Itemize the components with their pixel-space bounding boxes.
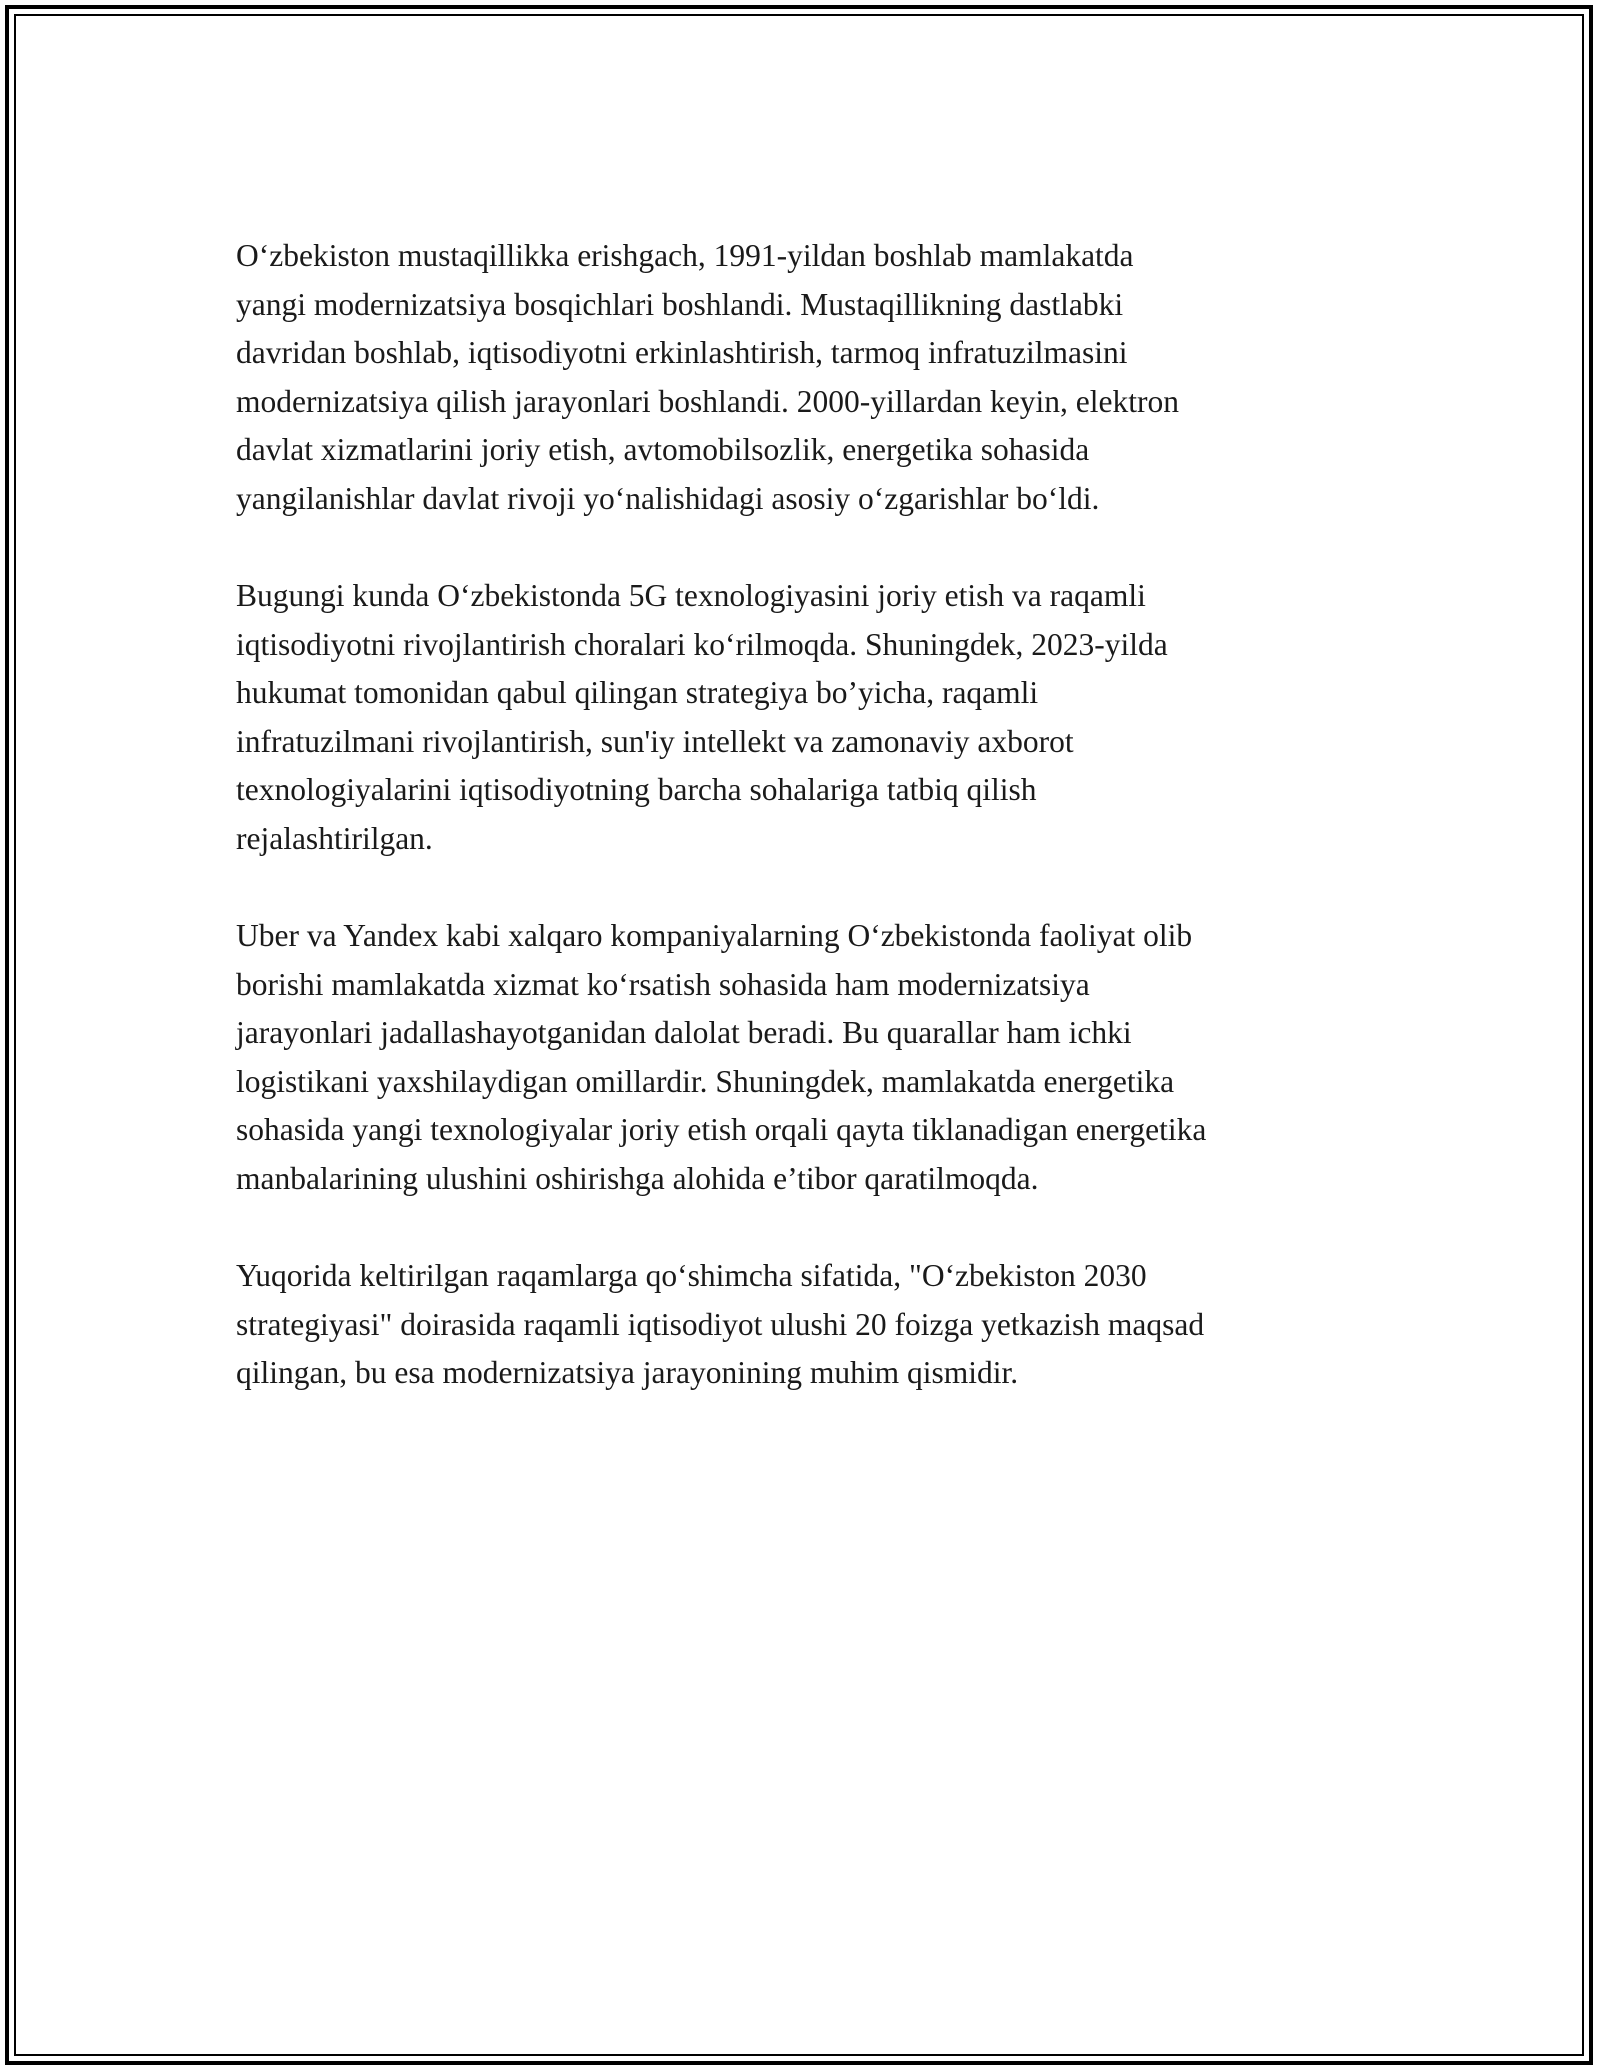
text-line: qilingan, bu esa modernizatsiya jarayonining muhim qismidir. <box>236 1355 1019 1390</box>
text-line: rejalashtirilgan. <box>236 820 433 856</box>
text-line: iqtisodiyotni rivojlantirish choralari ko‘rilmoqda. Shuningdek, 2023-yilda <box>236 626 1168 662</box>
text-line: Uber va Yandex kabi xalqaro kompaniyalarning O‘zbekistonda faoliyat olib <box>236 918 1193 953</box>
text-line: modernizatsiya qilish jarayonlari boshlandi. 2000-yillardan keyin, elektron <box>236 383 1180 419</box>
text-line: sohasida yangi texnologiyalar joriy etish orqali qayta tiklanadigan energetika <box>236 1112 1207 1147</box>
paragraph-digital-economy <box>236 572 1376 863</box>
paragraph-international-companies <box>236 912 1376 1203</box>
text-line: yangilanishlar davlat rivoji yo‘nalishidagi asosiy o‘zgarishlar bo‘ldi. <box>236 480 1100 516</box>
text-line: borishi mamlakatda xizmat ko‘rsatish sohasida ham modernizatsiya <box>236 966 1090 1002</box>
text-line: manbalarining ulushini oshirishga alohida e’tibor qaratilmoqda. <box>236 1160 1039 1196</box>
text-line: infratuzilmani rivojlantirish, sun'iy intellekt va zamonaviy axborot <box>236 723 1074 759</box>
text-line: Bugungi kunda O‘zbekistonda 5G texnologiyasini joriy etish va raqamli <box>236 578 1146 613</box>
text-line: davlat xizmatlarini joriy etish, avtomobilsozlik, energetika sohasida <box>236 432 1090 467</box>
text-line: jarayonlari jadallashayotganidan dalolat beradi. Bu quarallar ham ichki <box>236 1015 1132 1050</box>
text-line: O‘zbekiston mustaqillikka erishgach, 1991-yildan boshlab mamlakatda <box>236 238 1134 273</box>
text-line: strategiyasi" doirasida raqamli iqtisodiyot ulushi 20 foizga yetkazish maqsad <box>236 1306 1205 1342</box>
text-line: Yuqorida keltirilgan raqamlarga qo‘shimcha sifatida, "O‘zbekiston 2030 <box>236 1258 1147 1293</box>
paragraph-strategy-2030 <box>236 1252 1376 1398</box>
text-line: yangi modernizatsiya bosqichlari boshlandi. Mustaqillikning dastlabki <box>236 286 1124 322</box>
paragraph-independence-modernization <box>236 232 1376 523</box>
text-line: logistikani yaxshilaydigan omillardir. Shuningdek, mamlakatda energetika <box>236 1063 1175 1099</box>
text-line: texnologiyalarini iqtisodiyotning barcha sohalariga tatbiq qilish <box>236 772 1037 807</box>
text-line: hukumat tomonidan qabul qilingan strategiya bo’yicha, raqamli <box>236 675 1039 710</box>
document-body <box>236 232 1376 1447</box>
text-line: davridan boshlab, iqtisodiyotni erkinlashtirish, tarmoq infratuzilmasini <box>236 335 1128 370</box>
